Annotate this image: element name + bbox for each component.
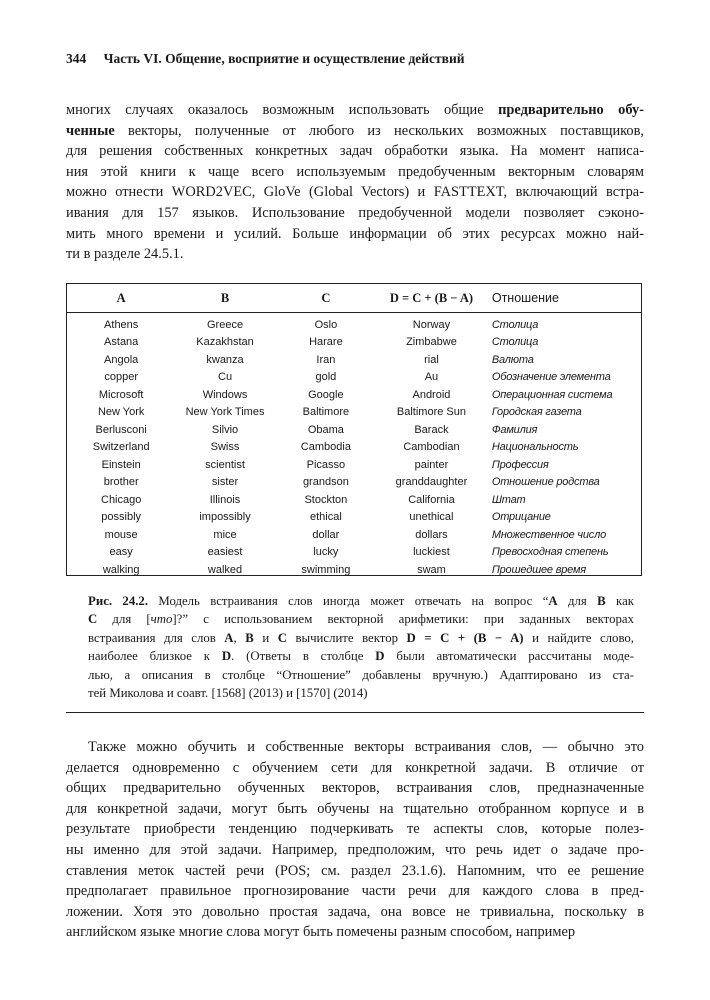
- cell-word-b: Greece: [206, 318, 244, 331]
- cell-word-a: Athens: [104, 318, 139, 331]
- cell-word-b: sister: [211, 476, 239, 489]
- cell-word-a: Berlusconi: [95, 423, 147, 436]
- text-line: результате приобрести тенденцию подчеркивать те аспекты слов, которые полез-: [66, 821, 644, 838]
- cell-word-b: New York Times: [185, 406, 265, 419]
- cell-word-c: Oslo: [314, 318, 338, 331]
- cell-word-d: Cambodian: [403, 441, 460, 454]
- text-line: Рис. 24.2. Модель встраивания слов иногда может отвечать на вопрос “A для B как: [88, 594, 634, 608]
- cell-word-c: Picasso: [306, 458, 346, 471]
- cell-word-c: Obama: [307, 423, 344, 436]
- cell-word-c: dollar: [312, 528, 340, 541]
- table-row: [67, 544, 641, 562]
- text-line: общих предварительно обученных векторов, встраивания слов, предназначенные: [66, 780, 644, 797]
- text-line: ченные векторы, полученные от любого из нескольких возможных поставщиков,: [66, 122, 644, 139]
- cell-word-a: Chicago: [101, 493, 142, 506]
- cell-word-c: Iran: [316, 353, 336, 366]
- cell-word-d: Norway: [412, 318, 451, 331]
- cell-word-b: scientist: [205, 458, 245, 471]
- cell-word-a: Astana: [104, 336, 139, 349]
- page-number: 344: [66, 51, 87, 66]
- cell-relation: Обозначение элемента: [491, 371, 611, 384]
- text-line: встраивания для слов A, B и C вычислите вектор D = C + (B − A) и найдите слово,: [88, 630, 634, 645]
- cell-word-b: Cu: [218, 371, 233, 384]
- cell-word-d: painter: [414, 458, 449, 471]
- cell-word-b: Kazakhstan: [196, 336, 254, 349]
- table-body: [67, 313, 641, 579]
- table-row: [67, 369, 641, 387]
- running-header: [66, 51, 646, 67]
- text-line: ния этой книги к чаще всего используемым предобученным векторным словарям: [66, 163, 644, 180]
- text-line: ивания для 157 языков. Использование предобученной модели позволяет сэконо-: [66, 204, 644, 221]
- cell-relation: Национальность: [491, 441, 579, 454]
- cell-word-c: grandson: [302, 476, 349, 489]
- cell-word-c: Stockton: [304, 493, 348, 506]
- cell-relation: Городская газета: [491, 406, 582, 419]
- text-line: делается одновременно с обучением сети для конкретной задачи. В отличие от: [66, 759, 644, 776]
- cell-word-d: dollars: [415, 528, 448, 541]
- table-row: [67, 386, 641, 404]
- paragraph-main: [66, 737, 644, 943]
- figure-caption: [88, 592, 634, 702]
- header-c: C: [275, 284, 377, 313]
- table-row: [67, 491, 641, 509]
- cell-relation: Штат: [491, 493, 526, 506]
- cell-word-b: Windows: [202, 388, 248, 401]
- text-line: многих случаях оказалось возможным использовать общие предварительно обу-: [66, 102, 645, 118]
- table-row: [67, 526, 641, 544]
- cell-word-b: mice: [213, 528, 237, 541]
- cell-word-d: Barack: [414, 423, 449, 436]
- text-line: наиболее близкое к D. (Ответы в столбце D были автоматически рассчитаны моде-: [88, 649, 634, 664]
- cell-word-d: Android: [412, 388, 451, 401]
- cell-word-c: lucky: [313, 546, 339, 559]
- table-row: [67, 404, 641, 422]
- table-row: [67, 509, 641, 527]
- cell-word-b: kwanza: [206, 353, 244, 366]
- cell-word-d: Zimbabwe: [406, 336, 457, 349]
- cell-relation: Отрицание: [491, 511, 551, 524]
- header-b: B: [175, 284, 274, 313]
- table-row: [67, 421, 641, 439]
- cell-relation: Отношение родства: [491, 476, 600, 489]
- cell-word-a: Microsoft: [98, 388, 144, 401]
- cell-word-d: California: [408, 493, 455, 506]
- text-line: английском языке многие слова могут быть помечены разным способом, например: [66, 924, 576, 941]
- cell-word-b: walked: [207, 563, 243, 576]
- header-relation: Отношение: [486, 284, 641, 313]
- text-line: можно отнести WORD2VEC, GloVe (Global Vectors) и FASTTEXT, включающий встра-: [66, 184, 644, 201]
- cell-word-c: gold: [315, 371, 337, 384]
- cell-word-a: brother: [103, 476, 139, 489]
- cell-word-d: luckiest: [413, 546, 450, 559]
- cell-word-d: Au: [424, 371, 439, 384]
- table-row: [67, 313, 641, 334]
- cell-word-a: New York: [97, 406, 145, 419]
- cell-word-a: Einstein: [101, 458, 141, 471]
- table-row: [67, 474, 641, 492]
- cell-word-c: swimming: [301, 563, 351, 576]
- header-d: D = C + (B − A): [377, 284, 486, 313]
- cell-relation: Столица: [491, 336, 539, 349]
- text-line: для конкретной задачи, могут быть обучены на тщательно отобранном корпусе и в: [66, 800, 644, 817]
- cell-word-b: impossibly: [199, 511, 251, 524]
- cell-word-d: granddaughter: [395, 476, 468, 489]
- cell-word-a: Switzerland: [92, 441, 150, 454]
- cell-word-b: Silvio: [211, 423, 239, 436]
- text-line: для решения собственных конкретных задач обработки языка. На момент написа-: [66, 143, 644, 160]
- table-header-row: [67, 284, 641, 313]
- cell-word-d: unethical: [409, 511, 454, 524]
- cell-relation: Столица: [491, 318, 539, 331]
- cell-relation: Валюта: [491, 353, 534, 366]
- cell-word-b: Swiss: [210, 441, 240, 454]
- cell-word-b: Illinois: [209, 493, 241, 506]
- table-row: [67, 561, 641, 579]
- section-title: Часть VI. Общение, восприятие и осуществление действий: [103, 51, 465, 66]
- caption-divider: [66, 712, 644, 713]
- cell-word-c: Baltimore: [302, 406, 350, 419]
- table-row: [67, 334, 641, 352]
- cell-word-b: easiest: [207, 546, 243, 559]
- text-line: ти в разделе 24.5.1.: [66, 246, 184, 263]
- cell-relation: Профессия: [491, 458, 549, 471]
- text-line: мить много времени и усилий. Больше информации об этих ресурсах можно най-: [66, 225, 644, 242]
- text-line: ны именно для этой задачи. Например, предположим, что речь идет о задаче про-: [66, 841, 644, 858]
- cell-word-a: walking: [102, 563, 140, 576]
- text-line: предполагает правильное прогнозирование части речи для каждого слова в пред-: [66, 883, 644, 900]
- table-row: [67, 456, 641, 474]
- cell-word-a: possibly: [101, 511, 142, 524]
- text-line: ложении. Хотя это довольно простая задача, она вовсе не тривиальна, поскольку в: [66, 903, 644, 920]
- text-line: ставления меток частей речи (POS; см. раздел 23.1.6). Напомним, что ее решение: [66, 862, 644, 879]
- cell-word-a: Angola: [104, 353, 139, 366]
- cell-word-c: Google: [308, 388, 344, 401]
- cell-word-a: mouse: [104, 528, 138, 541]
- table-row: [67, 351, 641, 369]
- cell-word-d: Baltimore Sun: [396, 406, 466, 419]
- header-a: A: [67, 284, 175, 313]
- cell-word-a: easy: [109, 546, 133, 559]
- text-line: тей Миколова и соавт. [1568] (2013) и [1570] (2014): [88, 686, 368, 701]
- text-line: C для [что]?” с использованием векторной арифметики: при заданных векторах: [88, 612, 634, 627]
- text-line: Также можно обучить и собственные векторы встраивания слов, — обычно это: [88, 739, 644, 755]
- paragraph-intro: [66, 100, 644, 265]
- cell-relation: Фамилия: [491, 423, 538, 436]
- text-line: лью, а описания в столбце “Отношение” добавлены вручную.) Адаптировано из ста-: [88, 667, 634, 682]
- analogy-table: [66, 283, 642, 576]
- cell-word-c: Harare: [309, 336, 343, 349]
- cell-word-c: Cambodia: [300, 441, 351, 454]
- cell-word-a: copper: [104, 371, 138, 384]
- cell-relation: Прошедшее время: [491, 563, 586, 576]
- cell-word-c: ethical: [309, 511, 342, 524]
- cell-word-d: swam: [417, 563, 446, 576]
- cell-relation: Операционная система: [491, 388, 613, 401]
- cell-word-d: rial: [424, 353, 439, 366]
- cell-relation: Превосходная степень: [491, 546, 609, 559]
- cell-relation: Множественное число: [491, 528, 607, 541]
- table-row: [67, 439, 641, 457]
